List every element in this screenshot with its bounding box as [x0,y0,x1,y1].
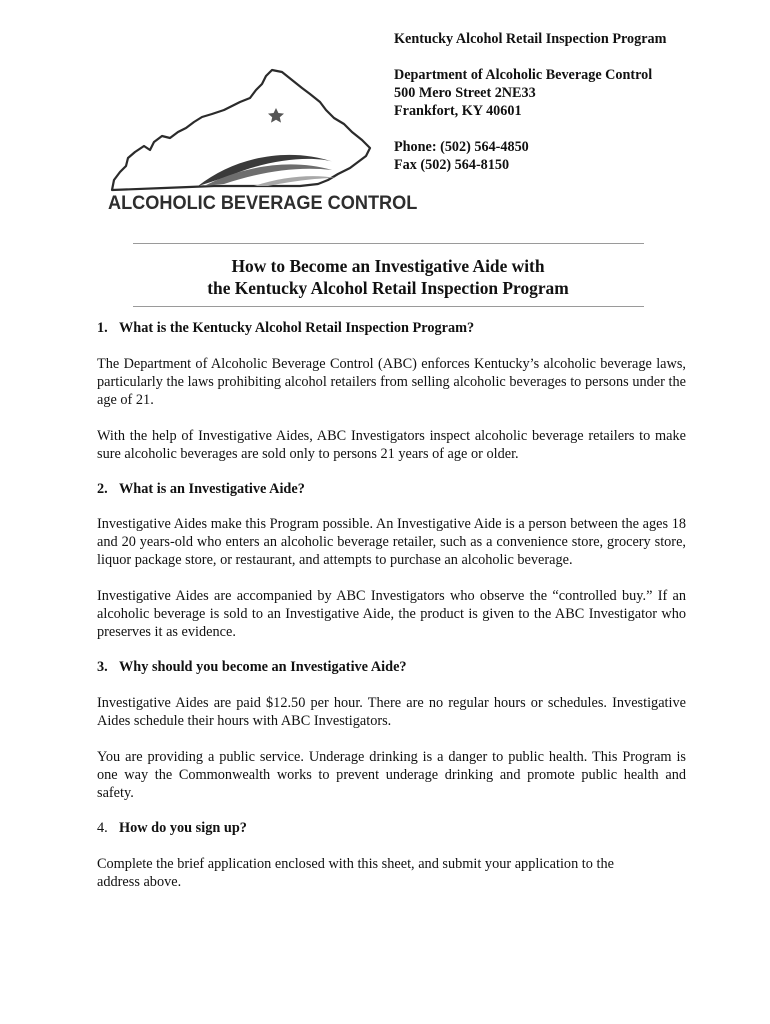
abc-logo [104,62,418,222]
fax-number: Fax (502) 564-8150 [394,157,510,173]
city-address: Frankfort, KY 40601 [394,103,522,119]
section-number: 2. [97,481,108,497]
section-heading-text: How do you sign up? [119,820,247,836]
logo-wordmark: ALCOHOLIC BEVERAGE CONTROL [108,192,418,214]
section-3-paragraph-2: You are providing a public service. Underage drinking is a danger to public health. This Program is one way the Commonwealth works to prevent underage drinking and promote public health and safety. [97,749,686,802]
section-number: 1. [97,320,108,336]
section-3-heading [97,659,407,676]
section-4-heading [97,820,247,837]
street-address: 500 Mero Street 2NE33 [394,85,536,101]
section-heading-text: Why should you become an Investigative Aide? [119,659,407,675]
section-3-paragraph-1: Investigative Aides are paid $12.50 per hour. There are no regular hours or schedules. Investigative Aides schedule their hours with ABC Investigators. [97,695,686,730]
title-line-2: the Kentucky Alcohol Retail Inspection Program [207,278,569,298]
section-1-paragraph-1: The Department of Alcoholic Beverage Control (ABC) enforces Kentucky’s alcoholic beverage laws, particularly the laws prohibiting alcohol retailers from selling alcoholic beverages to persons under the age of 21. [97,356,686,409]
contact-block [394,30,666,174]
department-name: Department of Alcoholic Beverage Control [394,67,653,83]
section-heading-text: What is the Kentucky Alcohol Retail Inspection Program? [119,320,475,336]
section-1-heading [97,320,474,337]
phone-number: Phone: (502) 564-4850 [394,139,529,155]
section-number: 4. [97,820,108,836]
kentucky-outline-icon [104,62,376,192]
section-heading-text: What is an Investigative Aide? [119,481,305,497]
capital-star-icon [268,108,284,123]
section-2-paragraph-1: Investigative Aides make this Program possible. An Investigative Aide is a person between the ages 18 and 20 years-old who enters an alcoholic beverage retailer, such as a convenience store, grocery store, liquor package store, or restaurant, and attempts to purchase an alcoholic beverage. [97,516,686,569]
section-1-paragraph-2: With the help of Investigative Aides, ABC Investigators inspect alcoholic beverage retailers to make sure alcoholic beverages are sold only to persons 21 years of age or older. [97,428,686,463]
title-line-1: How to Become an Investigative Aide with [231,256,545,276]
title-rule-top [133,243,644,244]
program-name: Kentucky Alcohol Retail Inspection Program [394,31,667,47]
section-2-heading [97,481,305,498]
page-title [100,255,676,299]
title-rule-bottom [133,306,644,307]
section-4-paragraph-1: Complete the brief application enclosed with this sheet, and submit your application to the address above. [97,856,614,891]
section-number: 3. [97,659,108,675]
section-2-paragraph-2: Investigative Aides are accompanied by ABC Investigators who observe the “controlled buy.” If an alcoholic beverage is sold to an Investigative Aide, the product is given to the ABC Investigator who preserves it as evidence. [97,588,686,641]
